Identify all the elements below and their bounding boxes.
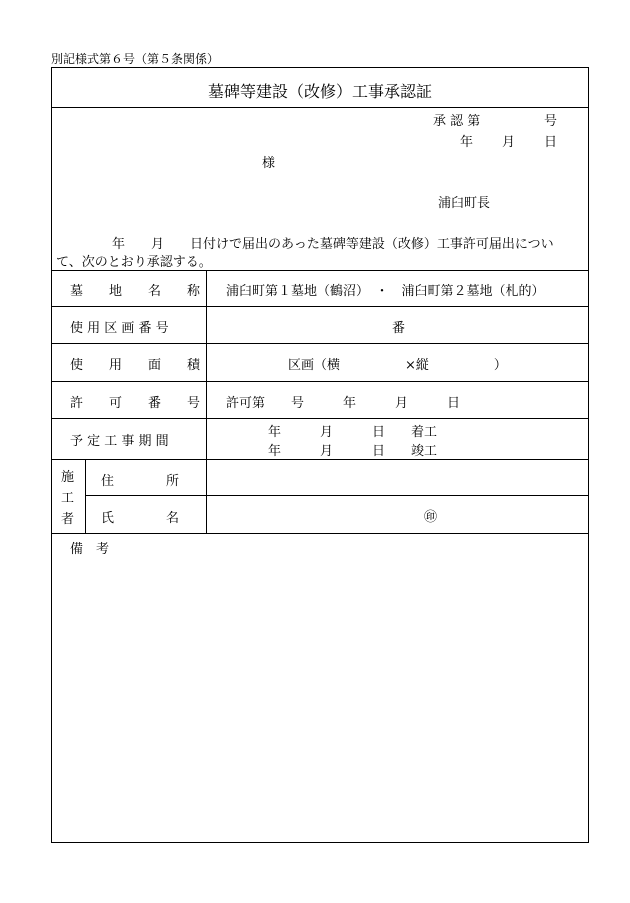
divider [51,343,589,344]
schedule-start: 年 月 日 着工 [268,425,438,440]
form-id: 別記様式第６号（第５条関係） [51,52,220,66]
contractor-label-2: 工 [61,491,75,506]
seal-mark: ㊞ [424,510,438,525]
page-title: 墓碑等建設（改修）工事承認証 [207,82,432,101]
remarks-label: 備 考 [70,542,110,557]
cemetery-value: 浦臼町第１墓地（鶴沼） ・ 浦臼町第２墓地（札的） [226,284,545,299]
approval-date-year: 年 [460,135,474,150]
divider [51,270,589,271]
permit-label: 許 可 番 号 [70,396,201,411]
schedule-end: 年 月 日 竣工 [268,444,438,459]
divider [51,418,589,419]
issuer: 浦臼町長 [438,196,491,211]
name-label: 氏 名 [101,511,180,526]
area-label: 使 用 面 積 [70,358,201,373]
divider [51,459,589,460]
body-line-2: て、次のとおり承認する。 [56,255,212,270]
area-value: 区画（横 ×縦 ） [288,358,507,373]
divider [51,107,589,108]
divider [51,306,589,307]
divider [51,533,589,534]
permit-value: 許可第 号 年 月 日 [226,396,461,411]
address-label: 住 所 [101,474,180,489]
plot-label: 使 用 区 画 番 号 [70,321,169,336]
column-divider [206,270,207,533]
contractor-label-1: 施 [61,470,75,485]
recipient-suffix: 様 [262,156,276,171]
contractor-label-3: 者 [61,512,75,527]
cemetery-label: 墓 地 名 称 [70,284,201,299]
approval-number-suffix: 号 [544,114,558,129]
schedule-label: 予 定 工 事 期 間 [70,434,169,449]
approval-date-day: 日 [544,135,558,150]
plot-value: 番 [392,321,406,336]
approval-number-label: 承 認 第 [433,114,481,129]
column-divider [85,459,86,533]
divider [51,381,589,382]
divider [85,495,589,496]
approval-date-month: 月 [502,135,516,150]
body-line-1: 年 月 日付けで届出のあった墓碑等建設（改修）工事許可届出につい [112,237,554,252]
